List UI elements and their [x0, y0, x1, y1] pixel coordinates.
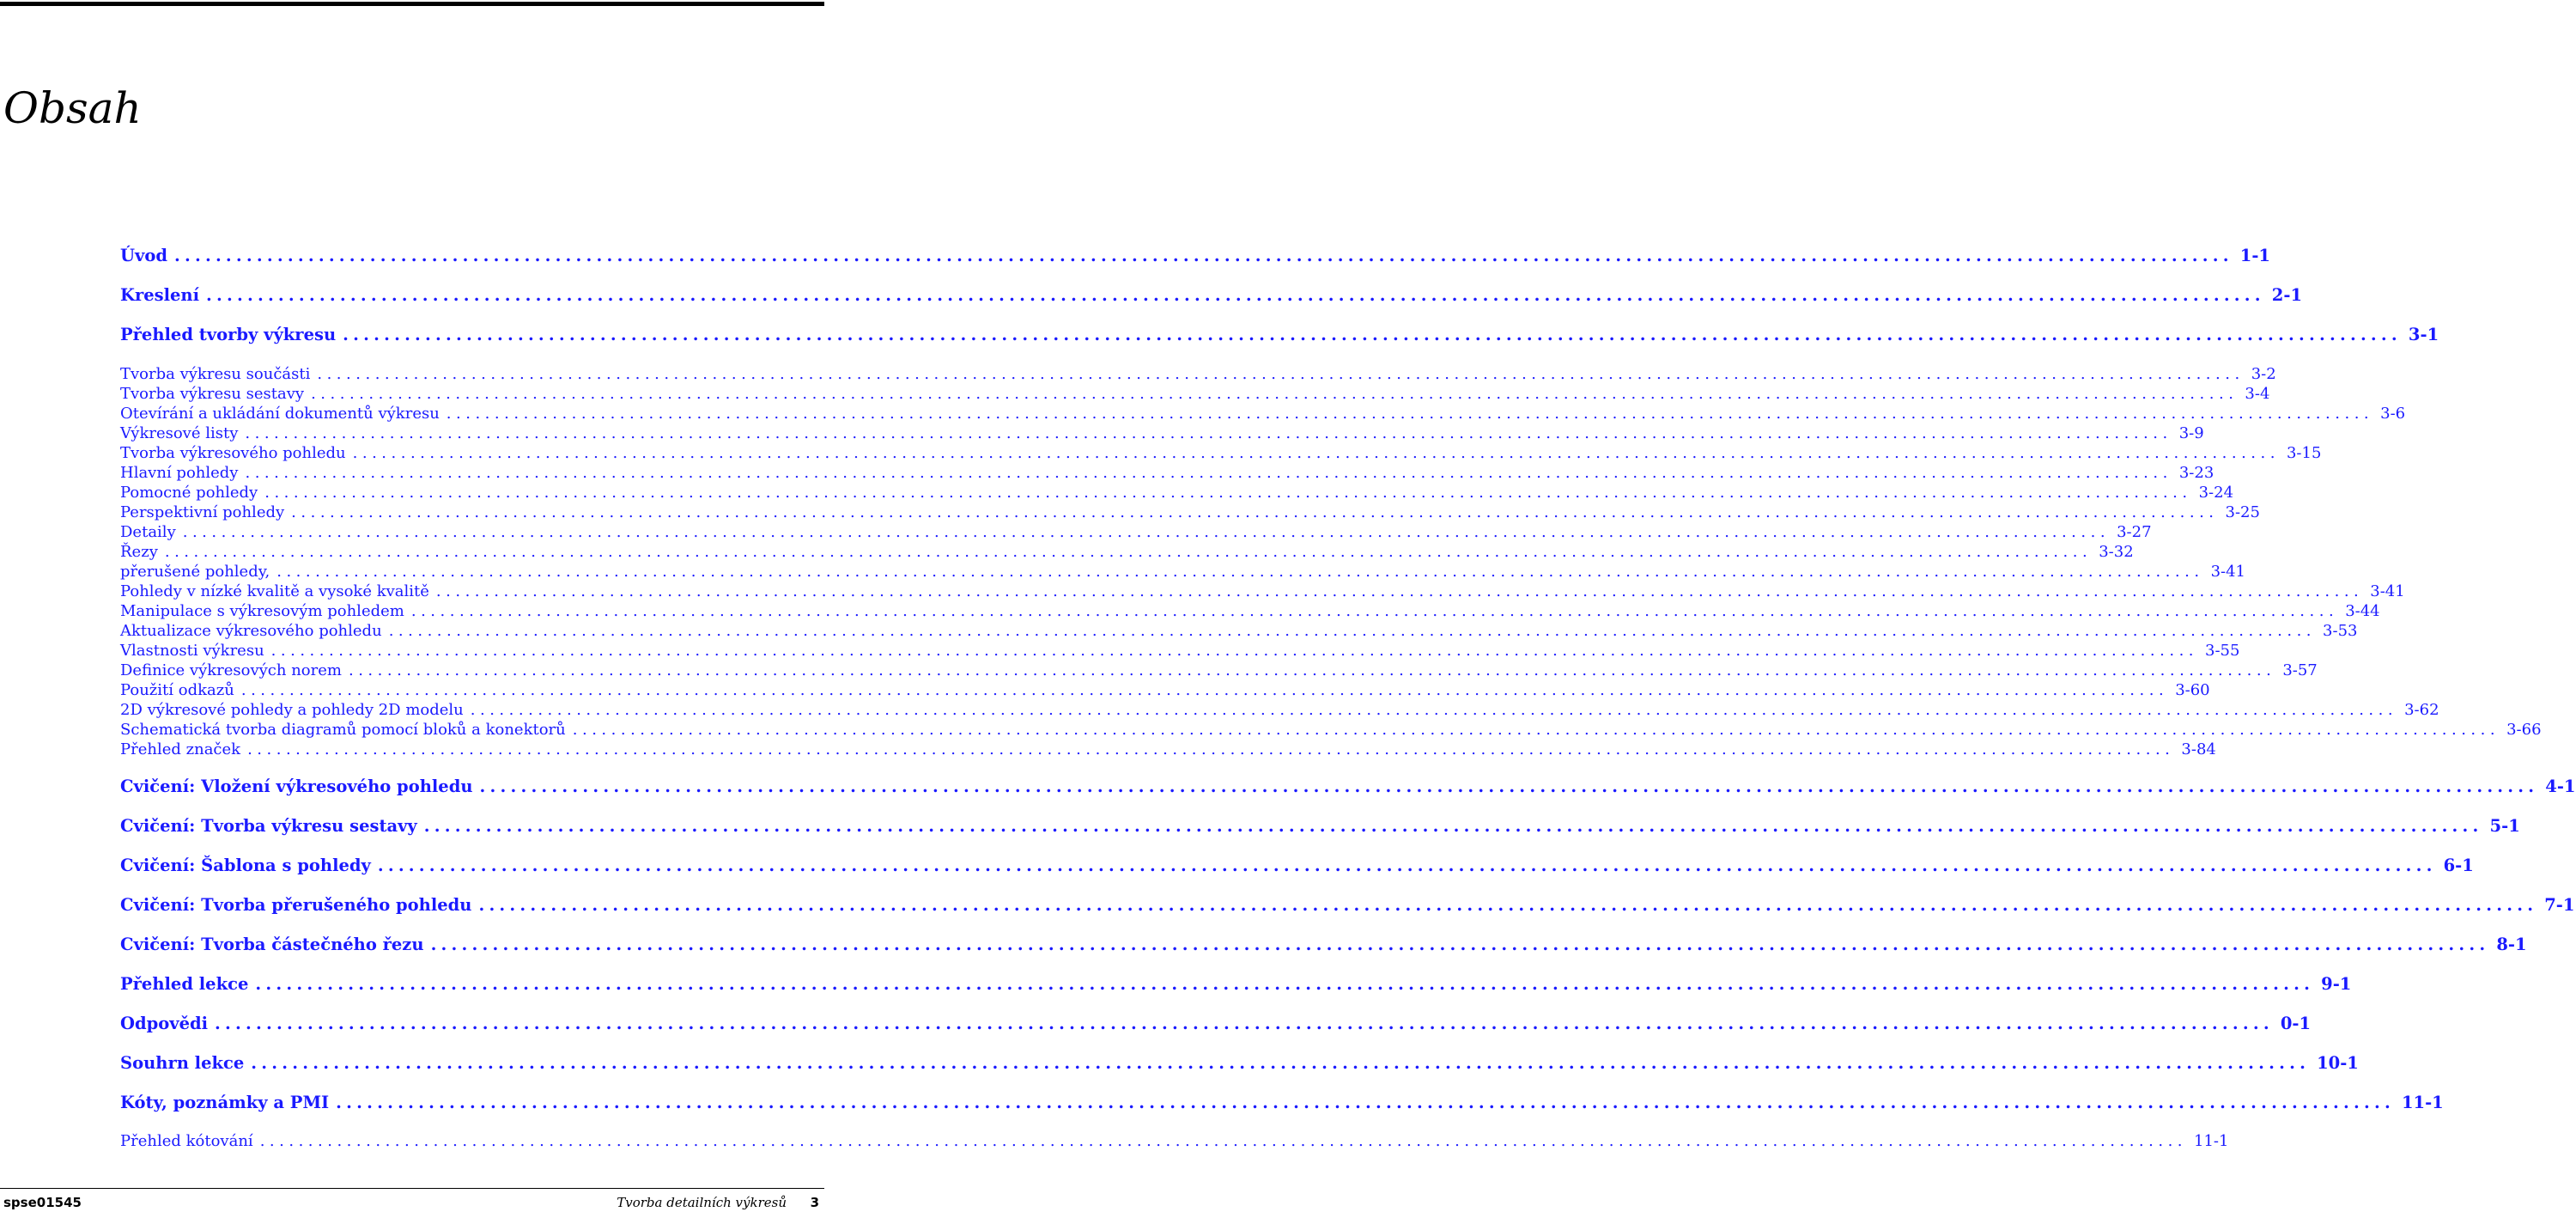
toc-entry-page: 11-1	[2194, 1132, 2229, 1150]
toc-entry-definice-norem[interactable]	[120, 661, 2318, 681]
toc-entry-page: 3-66	[2506, 721, 2542, 739]
toc-entry-tvorba-vykresoveho-pohledu[interactable]	[120, 443, 2322, 464]
toc-entry-page: 4-1	[2545, 777, 2576, 796]
toc-entry-label: Tvorba výkresu součásti	[120, 365, 311, 383]
toc-entry-label: Cvičení: Tvorba částečného řezu	[120, 935, 424, 954]
toc-entry-label: Řezy	[120, 543, 158, 561]
toc-entry-label: Pomocné pohledy	[120, 484, 258, 502]
toc-entry-page: 3-24	[2198, 484, 2234, 502]
toc-entry-perspektivni-pohledy[interactable]	[120, 502, 2260, 523]
toc-entry-page: 9-1	[2321, 974, 2352, 994]
toc-entry-page: 3-9	[2178, 424, 2204, 442]
dot-leader: ........................................................................................................................................................................................................	[352, 444, 2280, 462]
toc-entry-page: 0-1	[2280, 1014, 2312, 1033]
toc-entry-label: Cvičení: Vložení výkresového pohledu	[120, 777, 473, 796]
toc-entry-vykresove-listy[interactable]	[120, 423, 2204, 444]
toc-entry-page: 3-2	[2251, 365, 2276, 383]
toc-entry-cviceni-preruseny[interactable]	[120, 895, 2575, 916]
toc-entry-tvorba-vykresu-soucasti[interactable]	[120, 364, 2276, 385]
dot-leader: ........................................................................................................................................................................................................	[173, 246, 2233, 265]
toc-entry-label: Aktualizace výkresového pohledu	[120, 622, 382, 640]
toc-entry-page: 3-55	[2205, 642, 2240, 660]
toc-entry-vlastnosti-vykresu[interactable]	[120, 641, 2240, 661]
toc-entry-odpovedi[interactable]	[120, 1014, 2312, 1034]
dot-leader: ........................................................................................................................................................................................................	[164, 543, 2093, 561]
toc-entry-cviceni-vlozeni[interactable]	[120, 777, 2576, 797]
toc-entry-page: 3-44	[2345, 602, 2380, 620]
dot-leader: ........................................................................................................................................................................................................	[410, 602, 2339, 620]
toc-entry-label: Perspektivní pohledy	[120, 503, 285, 521]
toc-entry-label: Kreslení	[120, 285, 200, 305]
toc-entry-tvorba-vykresu-sestavy[interactable]	[120, 384, 2270, 405]
toc-entry-2d-pohledy[interactable]	[120, 700, 2439, 721]
dot-leader: ........................................................................................................................................................................................................	[291, 503, 2219, 521]
toc-entry-prerusene-pohledy[interactable]	[120, 562, 2246, 582]
toc-entry-page: 3-53	[2323, 622, 2358, 640]
toc-entry-label: Úvod	[120, 246, 167, 265]
toc-entry-hlavni-pohledy[interactable]	[120, 463, 2215, 484]
toc-entry-label: Cvičení: Tvorba výkresu sestavy	[120, 816, 417, 836]
dot-leader: ........................................................................................................................................................................................................	[206, 285, 2265, 305]
toc-entry-prehled-znacek[interactable]	[120, 740, 2216, 760]
toc-entry-label: Tvorba výkresového pohledu	[120, 444, 346, 462]
page-title: Obsah	[3, 83, 142, 133]
toc-entry-page: 6-1	[2443, 856, 2474, 875]
toc-entry-aktualizace[interactable]	[120, 621, 2358, 642]
dot-leader: ........................................................................................................................................................................................................	[423, 816, 2483, 836]
toc-entry-kresleni[interactable]	[120, 285, 2303, 306]
toc-entry-page: 10-1	[2317, 1053, 2359, 1073]
toc-entry-label: 2D výkresové pohledy a pohledy 2D modelu	[120, 701, 464, 719]
dot-leader: ........................................................................................................................................................................................................	[430, 935, 2490, 954]
toc-entry-prehled-lekce[interactable]	[120, 974, 2352, 995]
toc-entry-uvod[interactable]	[120, 246, 2270, 266]
toc-entry-label: Použití odkazů	[120, 681, 234, 699]
toc-entry-label: Pohledy v nízké kvalitě a vysoké kvalitě	[120, 582, 429, 600]
toc-entry-page: 7-1	[2544, 895, 2575, 915]
toc-entry-label: Detaily	[120, 523, 176, 541]
toc-entry-label: Schematická tvorba diagramů pomocí bloků a konektorů	[120, 721, 566, 739]
toc-entry-label: Otevírání a ukládání dokumentů výkresu	[120, 405, 440, 423]
toc-entry-label: Přehled tvorby výkresu	[120, 325, 337, 344]
footer-rule	[0, 1188, 824, 1189]
toc-entry-prehled-kotovani[interactable]	[120, 1131, 2229, 1152]
dot-leader: ........................................................................................................................................................................................................	[388, 622, 2317, 640]
toc-entry-label: Cvičení: Šablona s pohledy	[120, 856, 371, 875]
toc-entry-page: 3-23	[2178, 464, 2215, 482]
toc-entry-prehled-tvorby-vykresu[interactable]	[120, 325, 2439, 345]
dot-leader: ........................................................................................................................................................................................................	[479, 777, 2539, 796]
toc-entry-page: 3-41	[2370, 582, 2405, 600]
toc-entry-label: Přehled lekce	[120, 974, 249, 994]
toc-entry-cviceni-sablona[interactable]	[120, 856, 2474, 876]
dot-leader: ........................................................................................................................................................................................................	[245, 424, 2172, 442]
dot-leader: ........................................................................................................................................................................................................	[446, 405, 2374, 423]
dot-leader: ........................................................................................................................................................................................................	[182, 523, 2111, 541]
dot-leader: ........................................................................................................................................................................................................	[572, 721, 2500, 739]
toc-entry-label: Výkresové listy	[120, 424, 239, 442]
dot-leader: ........................................................................................................................................................................................................	[264, 484, 2192, 502]
toc-entry-oteviranie-ukladani[interactable]	[120, 404, 2406, 424]
toc-entry-manipulace[interactable]	[120, 601, 2380, 622]
toc-entry-detaily[interactable]	[120, 522, 2152, 543]
dot-leader: ........................................................................................................................................................................................................	[343, 325, 2402, 344]
toc-entry-page: 3-25	[2225, 503, 2260, 521]
toc-entry-label: Přehled značek	[120, 740, 241, 758]
toc-entry-pohledy-kvalita[interactable]	[120, 582, 2405, 602]
dot-leader: ........................................................................................................................................................................................................	[311, 385, 2239, 403]
toc-entry-label: Hlavní pohledy	[120, 464, 239, 482]
toc-entry-page: 3-84	[2181, 740, 2216, 758]
toc-entry-page: 11-1	[2401, 1093, 2444, 1112]
toc-entry-page: 5-1	[2489, 816, 2520, 836]
toc-entry-page: 3-60	[2175, 681, 2210, 699]
toc-entry-page: 2-1	[2271, 285, 2303, 305]
toc-entry-page: 3-32	[2099, 543, 2134, 561]
toc-entry-page: 8-1	[2496, 935, 2527, 954]
toc-entry-cviceni-sestavy[interactable]	[120, 816, 2520, 837]
footer-doc-title: Tvorba detailních výkresů	[617, 1195, 787, 1210]
dot-leader: ........................................................................................................................................................................................................	[336, 1093, 2395, 1112]
dot-leader: ........................................................................................................................................................................................................	[247, 740, 2175, 758]
dot-leader: ........................................................................................................................................................................................................	[259, 1132, 2188, 1150]
toc-entry-page: 3-6	[2380, 405, 2406, 423]
footer-doc-id: spse01545	[3, 1195, 82, 1210]
dot-leader: ........................................................................................................................................................................................................	[255, 974, 2315, 994]
footer-page-number: 3	[810, 1195, 819, 1210]
top-rule	[0, 2, 824, 6]
dot-leader: ........................................................................................................................................................................................................	[251, 1053, 2311, 1073]
toc-entry-page: 3-4	[2245, 385, 2270, 403]
dot-leader: ........................................................................................................................................................................................................	[317, 365, 2245, 383]
toc-entry-pouziti-odkazu[interactable]	[120, 680, 2210, 701]
toc-entry-cviceni-castecny-rez[interactable]	[120, 935, 2527, 955]
toc-entry-page: 3-57	[2282, 661, 2318, 679]
dot-leader: ........................................................................................................................................................................................................	[270, 642, 2199, 660]
toc-entry-label: Definice výkresových norem	[120, 661, 342, 679]
toc-entry-label: přerušené pohledy,	[120, 563, 270, 581]
dot-leader: ........................................................................................................................................................................................................	[240, 681, 2169, 699]
toc-entry-page: 3-27	[2117, 523, 2152, 541]
toc-entry-label: Vlastnosti výkresu	[120, 642, 264, 660]
dot-leader: ........................................................................................................................................................................................................	[245, 464, 2172, 482]
toc-entry-page: 1-1	[2239, 246, 2270, 265]
toc-entry-label: Přehled kótování	[120, 1132, 253, 1150]
toc-entry-page: 3-62	[2404, 701, 2439, 719]
toc-entry-souhrn-lekce[interactable]	[120, 1053, 2359, 1074]
toc-entry-page: 3-15	[2286, 444, 2322, 462]
toc-entry-label: Souhrn lekce	[120, 1053, 245, 1073]
toc-entry-label: Cvičení: Tvorba přerušeného pohledu	[120, 895, 472, 915]
dot-leader: ........................................................................................................................................................................................................	[276, 563, 2204, 581]
dot-leader: ........................................................................................................................................................................................................	[348, 661, 2276, 679]
dot-leader: ........................................................................................................................................................................................................	[478, 895, 2538, 915]
toc-entry-rezy[interactable]	[120, 542, 2134, 563]
dot-leader: ........................................................................................................................................................................................................	[470, 701, 2398, 719]
dot-leader: ........................................................................................................................................................................................................	[377, 856, 2437, 875]
toc-entry-label: Odpovědi	[120, 1014, 209, 1033]
toc-entry-label: Tvorba výkresu sestavy	[120, 385, 305, 403]
toc-entry-label: Kóty, poznámky a PMI	[120, 1093, 330, 1112]
toc-entry-label: Manipulace s výkresovým pohledem	[120, 602, 404, 620]
toc-entry-koty-poznamky-pmi[interactable]	[120, 1093, 2444, 1113]
toc-entry-pomocne-pohledy[interactable]	[120, 483, 2234, 503]
dot-leader: ........................................................................................................................................................................................................	[435, 582, 2364, 600]
dot-leader: ........................................................................................................................................................................................................	[215, 1014, 2274, 1033]
toc-entry-page: 3-41	[2210, 563, 2246, 581]
toc-entry-schematicka-tvorba[interactable]	[120, 720, 2542, 740]
toc-entry-page: 3-1	[2408, 325, 2439, 344]
